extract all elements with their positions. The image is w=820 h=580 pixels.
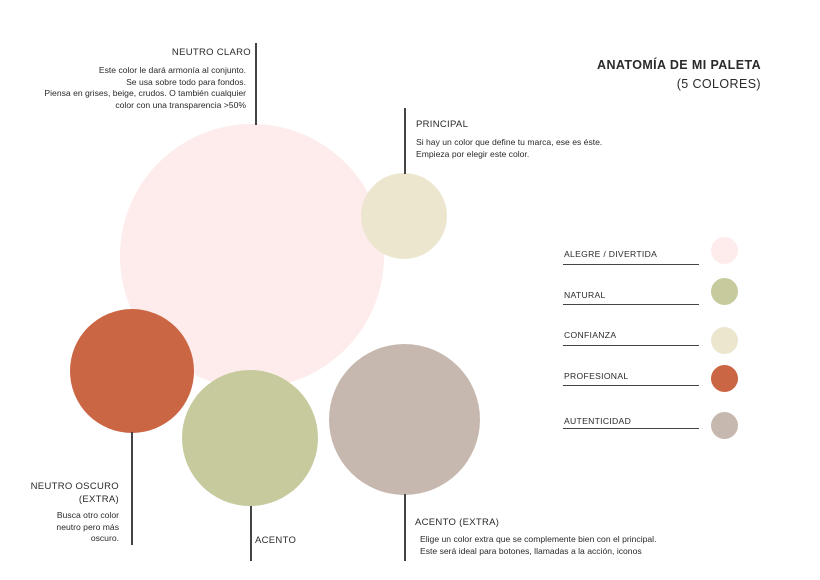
principal-connector: [404, 108, 406, 174]
neutro-oscuro-connector: [131, 432, 133, 545]
acento-label: ACENTO: [255, 535, 297, 546]
legend-label: PROFESIONAL: [564, 371, 629, 381]
legend-underline: [563, 428, 699, 429]
neutro-oscuro-description: Busca otro color neutro pero más oscuro.: [56, 510, 119, 544]
acento-extra-description: Elige un color extra que se complemente bien con el principal. Este será ideal para botones, llamadas a la acción, iconos: [420, 534, 657, 556]
legend-underline: [563, 345, 699, 346]
legend-label: AUTENTICIDAD: [564, 416, 632, 426]
legend-swatch: [711, 412, 738, 439]
legend-swatch: [711, 365, 738, 392]
legend-underline: [563, 385, 699, 386]
legend-label: NATURAL: [564, 290, 606, 300]
legend-swatch: [711, 237, 738, 264]
acento-extra-connector: [404, 494, 406, 561]
principal-description: Si hay un color que define tu marca, ese es éste. Empieza por elegir este color.: [416, 137, 603, 159]
principal-label: PRINCIPAL: [416, 119, 469, 130]
title-line-2: (5 COLORES): [676, 77, 761, 91]
acento-extra-label: ACENTO (EXTRA): [415, 517, 500, 528]
neutro-claro-connector: [255, 43, 257, 125]
title-line-1: ANATOMÍA DE MI PALETA: [597, 58, 761, 72]
diagram-title: [597, 56, 761, 94]
acento-connector: [250, 506, 252, 561]
legend-label: CONFIANZA: [564, 330, 617, 340]
neutro-oscuro-circle: [70, 309, 194, 433]
legend-underline: [563, 264, 699, 265]
legend-label: ALEGRE / DIVERTIDA: [564, 249, 658, 259]
legend-swatch: [711, 278, 738, 305]
acento-extra-circle: [329, 344, 480, 495]
neutro-claro-description: Este color le dará armonía al conjunto. Se usa sobre todo para fondos. Piensa en grises, beige, crudos. O también cualquier color con una transparencia >50%: [44, 65, 246, 110]
principal-circle: [361, 173, 447, 259]
legend-underline: [563, 304, 699, 305]
neutro-claro-label: NEUTRO CLARO: [171, 47, 251, 58]
neutro-oscuro-label: NEUTRO OSCURO (EXTRA): [30, 481, 119, 505]
legend-swatch: [711, 327, 738, 354]
acento-circle: [182, 370, 318, 506]
